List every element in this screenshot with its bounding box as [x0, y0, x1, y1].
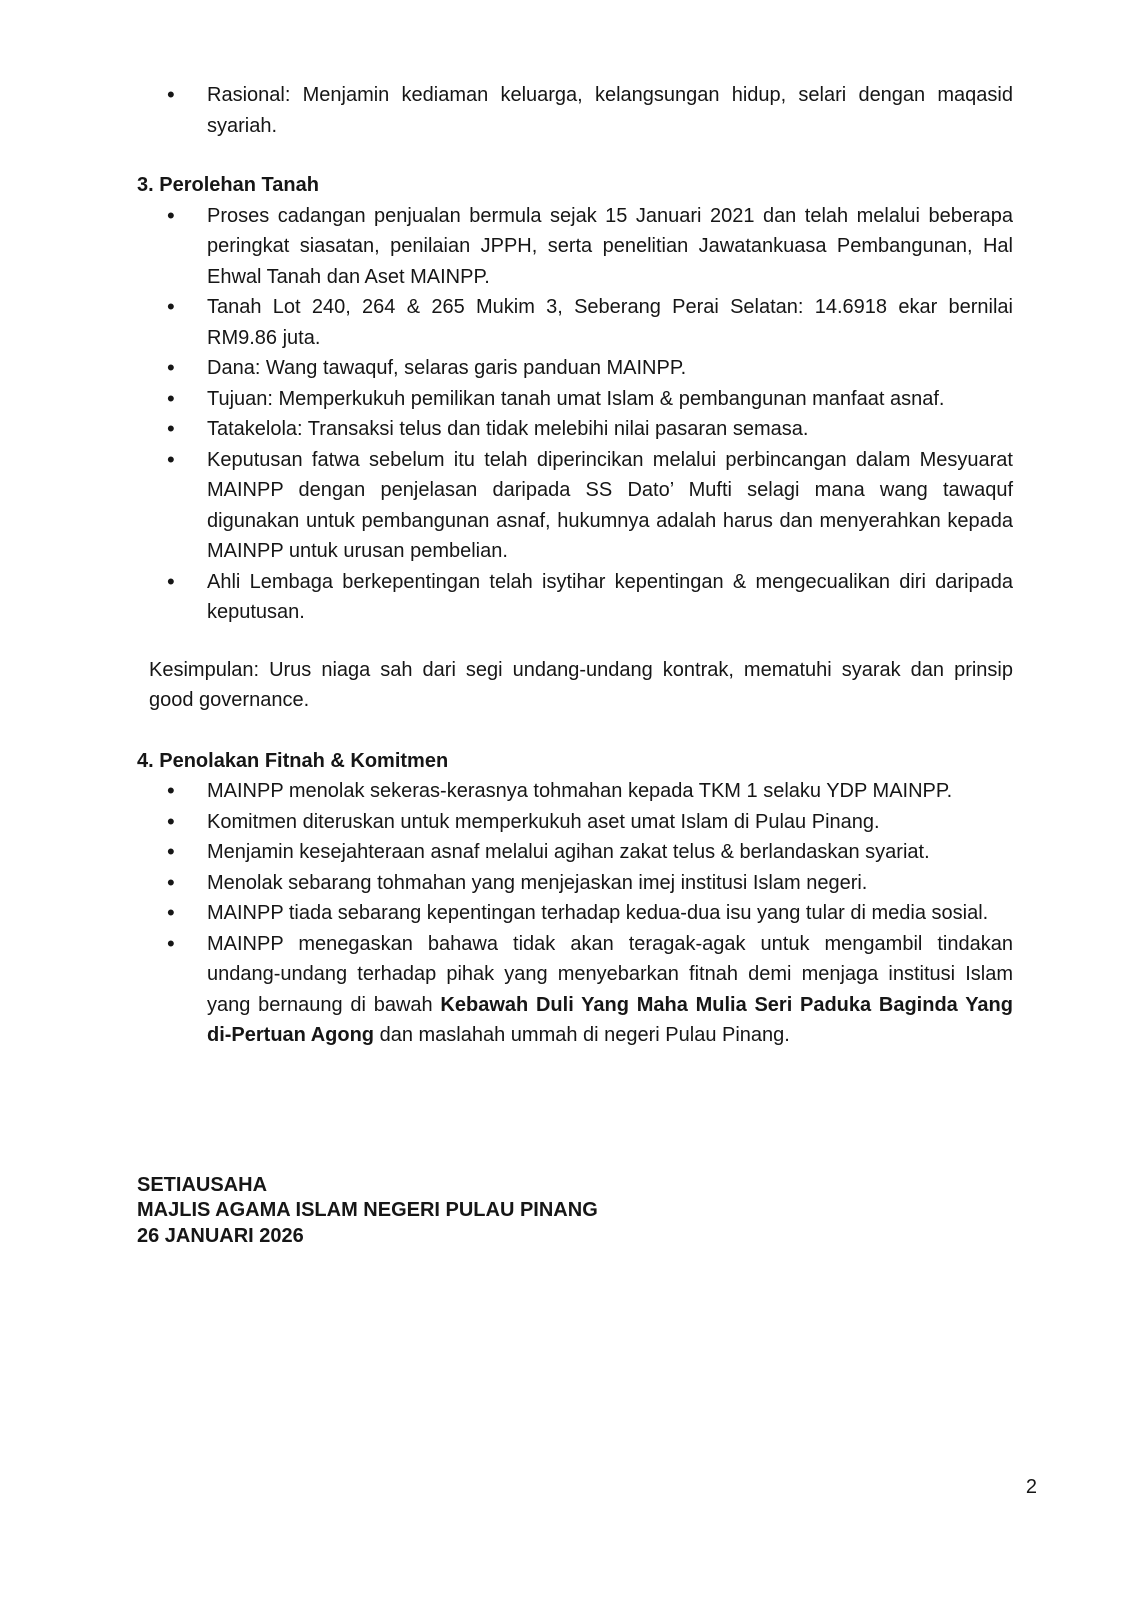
bullet-item-dana: • Dana: Wang tawaquf, selaras garis panduan MAINPP. — [137, 353, 1013, 384]
page-number: 2 — [1025, 1476, 1037, 1498]
bullet-item-rasional: • Rasional: Menjamin kediaman keluarga, kelangsungan hidup, selari dengan maqasid syariah. — [137, 80, 1013, 141]
bullet-item-tindakan-undang-undang — [137, 929, 1013, 1051]
bullet-item-tiada-kepentingan: • MAINPP tiada sebarang kepentingan terhadap kedua-dua isu yang tular di media sosial. — [137, 898, 1013, 929]
section-3-bullet-list — [137, 201, 1013, 628]
bullet-item-tatakelola: • Tatakelola: Transaksi telus dan tidak melebihi nilai pasaran semasa. — [137, 414, 1013, 445]
signature-title: SETIAUSAHA — [137, 1173, 268, 1196]
signature-organization: MAJLIS AGAMA ISLAM NEGERI PULAU PINANG — [137, 1199, 598, 1221]
section-4-heading: 4. Penolakan Fitnah & Komitmen — [137, 749, 449, 772]
section-3-heading: 3. Perolehan Tanah — [137, 174, 319, 196]
bullet-item-komitmen: • Komitmen diteruskan untuk memperkukuh aset umat Islam di Pulau Pinang. — [137, 807, 1013, 838]
last-bullet-text-after: dan maslahah ummah di negeri Pulau Pinang. — [374, 1024, 790, 1046]
kesimpulan-paragraph: Kesimpulan: Urus niaga sah dari segi undang-undang kontrak, mematuhi syarak dan prinsip good governance. — [149, 658, 1013, 711]
bullet-item-menjamin: • Menjamin kesejahteraan asnaf melalui agihan zakat telus & berlandaskan syariat. — [137, 837, 1013, 868]
last-bullet-text-before: MAINPP menegaskan bahawa tidak akan teragak-agak untuk mengambil tindakan undang-undang terhadap pihak yang menyebarkan fitnah demi menjaga institusi Islam yang bernaung di bawah — [207, 932, 1013, 1016]
bullet-item-menolak-sebarang: • Menolak sebarang tohmahan yang menjejaskan imej institusi Islam negeri. — [137, 868, 1013, 899]
bullet-item-menolak-tohmahan: • MAINPP menolak sekeras-kerasnya tohmahan kepada TKM 1 selaku YDP MAINPP. — [137, 776, 1013, 807]
bullet-item-proses: • Proses cadangan penjualan bermula sejak 15 Januari 2021 dan telah melalui beberapa peringkat siasatan, penilaian JPPH, serta penelitian Jawatankuasa Pembangunan, Hal Ehwal Tanah dan Aset MAINPP. — [137, 201, 1013, 293]
signature-date: 26 JANUARI 2026 — [137, 1224, 304, 1247]
bullet-item-tujuan: • Tujuan: Memperkukuh pemilikan tanah umat Islam & pembangunan manfaat asnaf. — [137, 384, 1013, 415]
section-4-bullet-list — [137, 776, 1013, 1051]
last-bullet-bold-phrase: Kebawah Duli Yang Maha Mulia Seri Paduka Baginda Yang di-Pertuan Agong — [207, 993, 1013, 1046]
bullet-item-keputusan-fatwa: • Keputusan fatwa sebelum itu telah diperincikan melalui perbincangan dalam Mesyuarat MAINPP dengan penjelasan daripada SS Dato’ Mufti selagi mana wang tawaquf digunakan untuk pembangunan asnaf, hukumnya adalah harus dan menyerahkan kepada MAINPP untuk urusan pembelian. — [137, 445, 1013, 567]
bullet-item-ahli-lembaga: • Ahli Lembaga berkepentingan telah isytihar kepentingan & mengecualikan diri daripada keputusan. — [137, 567, 1013, 628]
intro-bullet-list — [137, 80, 1013, 141]
bullet-item-tanah-lot: • Tanah Lot 240, 264 & 265 Mukim 3, Seberang Perai Selatan: 14.6918 ekar bernilai RM9.86 juta. — [137, 292, 1013, 353]
signature-block — [137, 1173, 1013, 1250]
